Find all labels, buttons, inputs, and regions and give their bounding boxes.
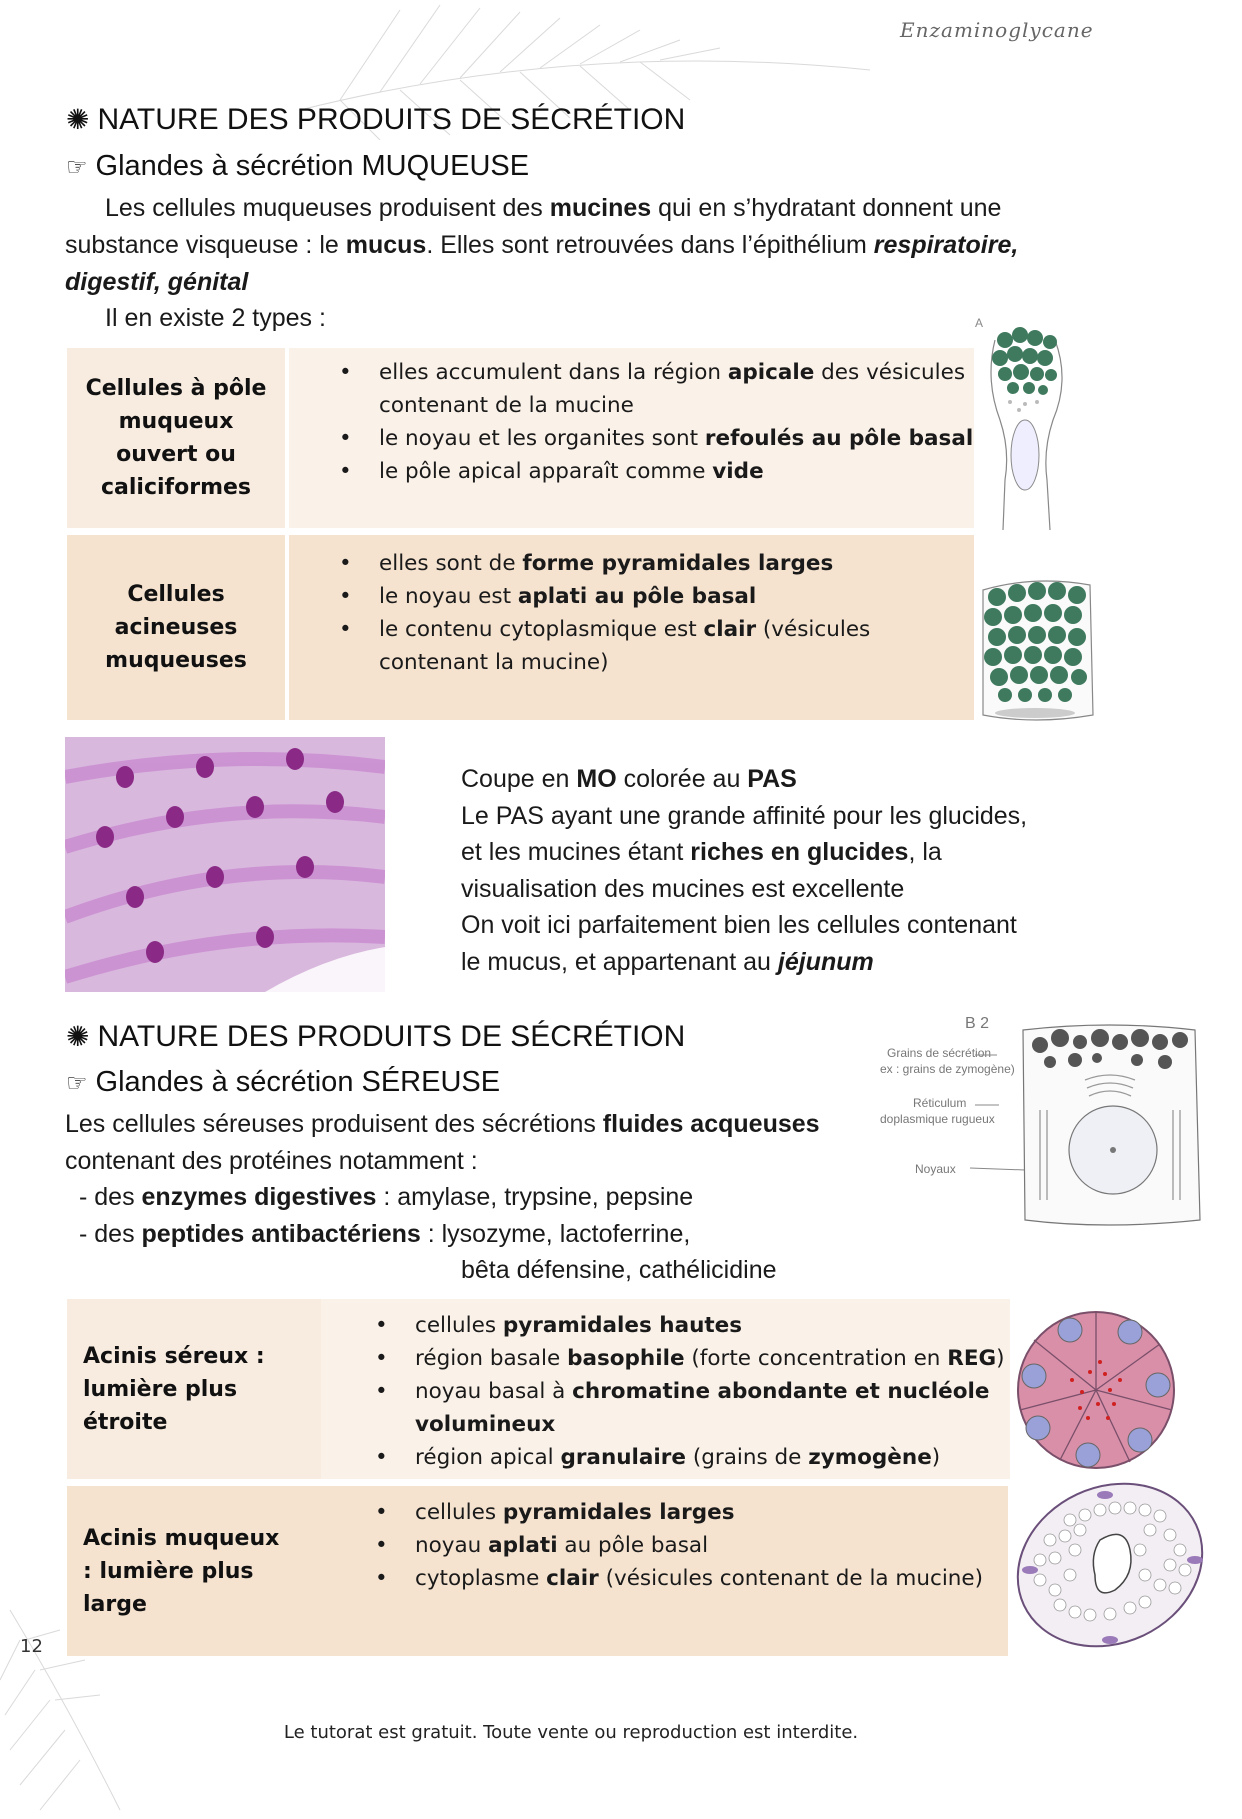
figure-caption: Réticulum bbox=[913, 1096, 967, 1110]
list-item: • elles sont de forme pyramidales larges bbox=[379, 547, 974, 580]
section-title bbox=[66, 103, 685, 137]
pas-caption: Coupe en MO colorée au PAS Le PAS ayant une grande affinité pour les glucides, et les mucines étant riches en glucides, la visualisation des mucines est excellente On voit ici parfaitement bien les cellules contenant le mucus, et appartenant au jéjunum bbox=[461, 765, 1028, 976]
figure-label: B 2 bbox=[965, 1015, 990, 1032]
list-item: • noyau aplati au pôle basal bbox=[415, 1529, 1008, 1562]
table-row-label: Acinis muqueux : lumière plus large bbox=[67, 1486, 384, 1656]
table-row-label: Cellules à pôle muqueux ouvert ou caliciformes bbox=[67, 348, 285, 528]
table-row-content bbox=[289, 535, 974, 720]
mucous-acinus-illustration bbox=[1010, 1480, 1210, 1650]
section-subtitle bbox=[66, 1066, 500, 1099]
list-item: • le noyau et les organites sont refoulés au pôle basal bbox=[379, 422, 974, 455]
signature: Enzaminoglycane bbox=[900, 18, 1094, 42]
figure-label: A bbox=[975, 316, 984, 330]
list-item: • cellules pyramidales larges bbox=[415, 1496, 1008, 1529]
list-item: • le contenu cytoplasmique est clair (vésicules contenant la mucine) bbox=[379, 613, 974, 679]
footer-notice: Le tutorat est gratuit. Toute vente ou reproduction est interdite. bbox=[283, 1722, 859, 1743]
list-item: • région basale basophile (forte concentration en REG) bbox=[415, 1342, 1010, 1375]
list-item: • noyau basal à chromatine abondante et nucléole volumineux bbox=[415, 1375, 1010, 1441]
list-item: • le pôle apical apparaît comme vide bbox=[379, 455, 974, 488]
serous-acinus-illustration bbox=[1010, 1300, 1180, 1480]
section-subtitle bbox=[66, 150, 529, 183]
table-row-label: Cellules acineuses muqueuses bbox=[67, 535, 285, 720]
pointing-hand-icon: ☞ bbox=[66, 1070, 88, 1097]
list-item: • elles accumulent dans la région apicale des vésicules contenant de la mucine bbox=[379, 356, 974, 422]
pas-micrograph-image bbox=[65, 737, 385, 992]
pointing-hand-icon: ☞ bbox=[66, 154, 88, 181]
table-row-label: Acinis séreux : lumière plus étroite bbox=[67, 1299, 384, 1479]
serous-cell-figure bbox=[875, 1010, 1210, 1240]
asterisk-icon: ✺ bbox=[66, 104, 90, 135]
figure-caption: Grains de sécrétion bbox=[887, 1046, 992, 1060]
list-item: • cytoplasme clair (vésicules contenant de la mucine) bbox=[415, 1562, 1008, 1595]
figure-caption: ex : grains de zymogène) bbox=[880, 1062, 1015, 1076]
acinar-mucous-cell-illustration bbox=[975, 575, 1100, 730]
table-row-content bbox=[289, 348, 974, 528]
list-item: • le noyau est aplati au pôle basal bbox=[379, 580, 974, 613]
section-subtitle-text: Glandes à sécrétion MUQUEUSE bbox=[95, 150, 530, 182]
section-title-text: NATURE DES PRODUITS DE SÉCRÉTION bbox=[97, 103, 686, 136]
intro-paragraph: Les cellules muqueuses produisent des mucines qui en s’hydratant donnent une substance visqueuse : le mucus. Elles sont retrouvées dans l’épithélium respiratoire, digestif, génital bbox=[65, 194, 1019, 296]
sereuse-paragraph: Les cellules séreuses produisent des sécrétions fluides acqueuses contenant des protéines notamment : - des enzymes digestives : amylase, trypsine, pepsine - des peptides antibactériens : lysozyme, lactoferrine, bêta défensine, cathélicidine bbox=[65, 1110, 820, 1284]
figure-caption: Noyaux bbox=[915, 1162, 956, 1176]
table-row-content bbox=[321, 1299, 1010, 1479]
types-line: Il en existe 2 types : bbox=[105, 304, 326, 332]
list-item: • région apical granulaire (grains de zymogène) bbox=[415, 1441, 1010, 1474]
serous-cell-illustration bbox=[875, 1010, 1210, 1240]
page-number: 12 bbox=[20, 1636, 43, 1657]
list-item: • cellules pyramidales hautes bbox=[415, 1309, 1010, 1342]
figure-caption: doplasmique rugueux bbox=[880, 1112, 995, 1126]
section-subtitle-text: Glandes à sécrétion SÉREUSE bbox=[95, 1066, 501, 1098]
section-title bbox=[66, 1020, 685, 1054]
goblet-cell-illustration bbox=[975, 320, 1075, 530]
table-row-content bbox=[321, 1486, 1008, 1656]
asterisk-icon: ✺ bbox=[66, 1021, 90, 1052]
section-title-text: NATURE DES PRODUITS DE SÉCRÉTION bbox=[97, 1020, 686, 1053]
